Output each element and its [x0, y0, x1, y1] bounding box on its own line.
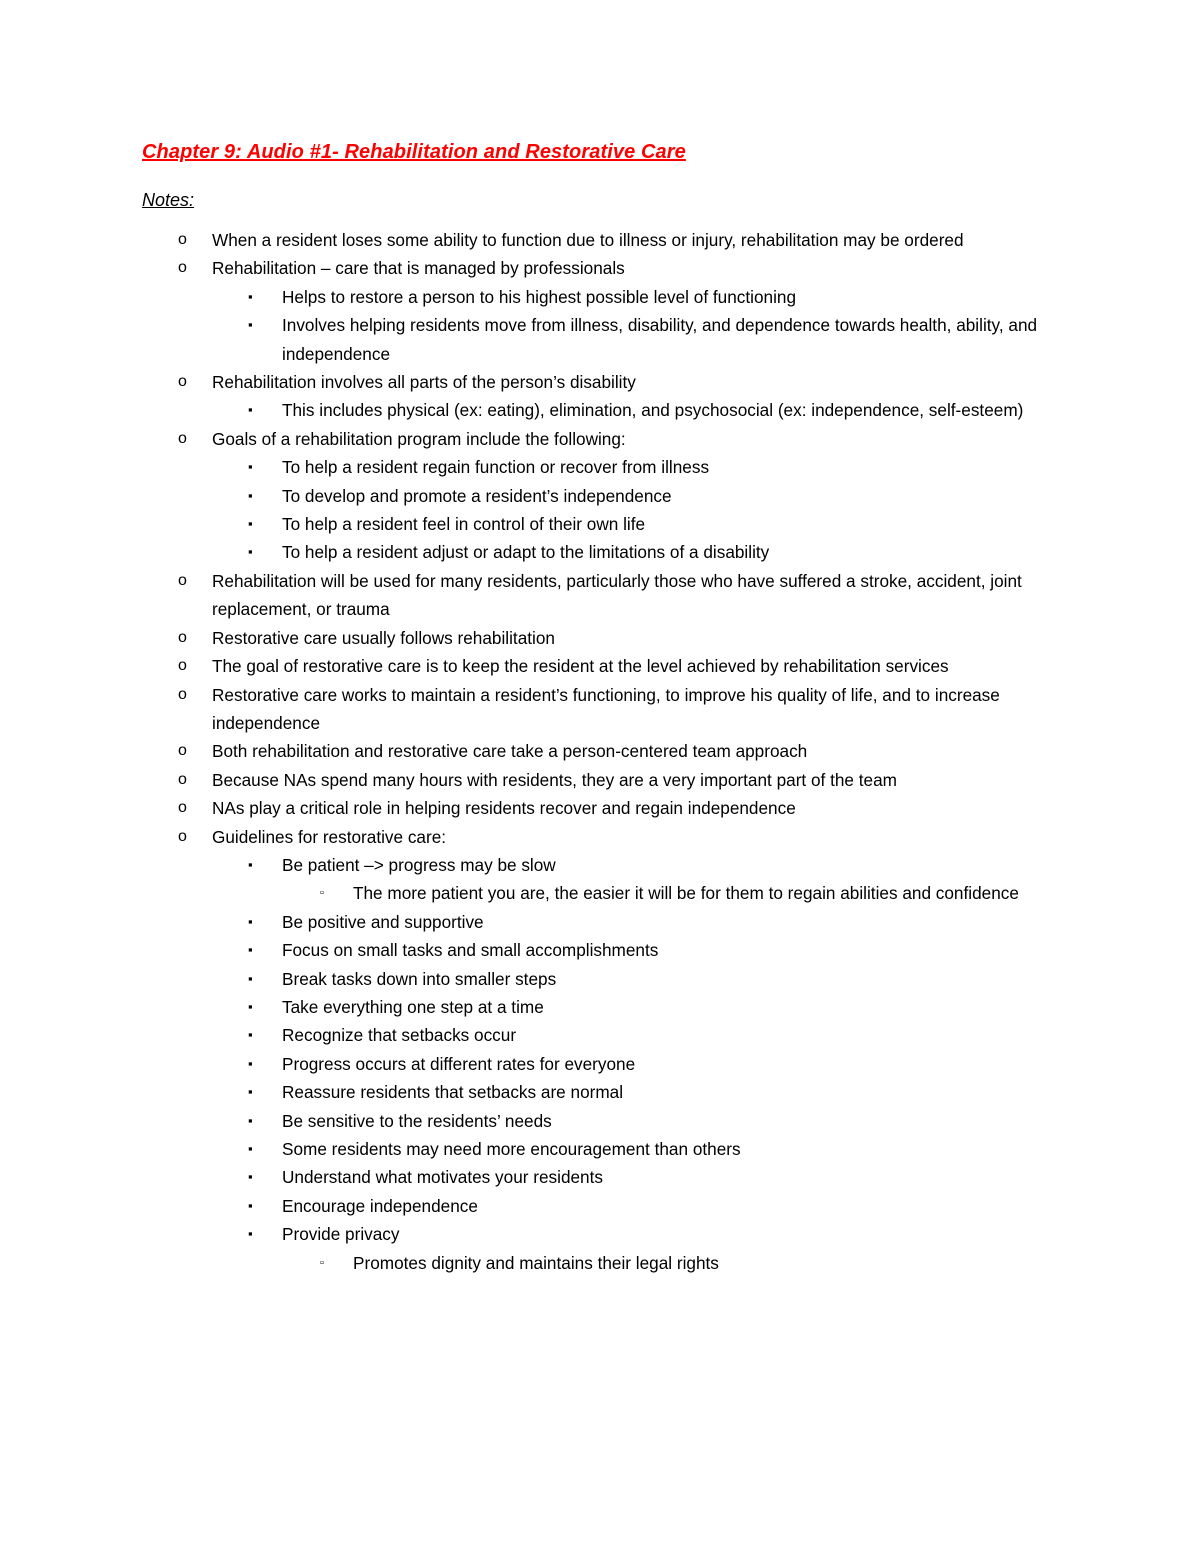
bullet-level-2-icon: ▪: [248, 1027, 253, 1043]
bullet-level-2-icon: ▪: [248, 516, 253, 532]
notes-item-text: To help a resident adjust or adapt to the limitations of a disability: [282, 542, 770, 563]
notes-item-level-2: [0, 1163, 1200, 1191]
notes-item-level-3: [0, 879, 1200, 907]
bullet-level-1-icon: o: [178, 628, 187, 646]
bullet-level-3-icon: ▫: [320, 1256, 324, 1269]
notes-item-level-1: [0, 794, 1200, 822]
bullet-level-1-icon: o: [178, 231, 187, 248]
notes-item-level-1: [0, 425, 1200, 453]
bullet-level-2-icon: ▪: [248, 1055, 253, 1071]
notes-item-level-2: [0, 453, 1200, 481]
notes-item-text: When a resident loses some ability to function due to illness or injury, rehabilitation may be ordered: [212, 230, 964, 250]
notes-item-text: Rehabilitation – care that is managed by professionals: [212, 258, 625, 279]
bullet-level-1-icon: o: [178, 259, 187, 277]
notes-item-text: Because NAs spend many hours with residents, they are a very important part of the team: [212, 769, 897, 790]
notes-item-level-1: [0, 766, 1200, 794]
notes-item-level-2: [0, 1107, 1200, 1135]
notes-label: Notes:: [142, 190, 195, 210]
notes-item-text: Involves helping residents move from illness, disability, and dependence towards health, ability, and independence: [282, 315, 1038, 364]
bullet-level-2-icon: ▪: [248, 402, 253, 418]
notes-item-text: Promotes dignity and maintains their legal rights: [353, 1252, 719, 1273]
bullet-level-1-icon: o: [178, 770, 187, 788]
notes-item-level-2: [0, 538, 1200, 566]
bullet-level-1-icon: o: [178, 373, 187, 391]
notes-item-text: Restorative care usually follows rehabilitation: [212, 627, 555, 648]
notes-item-level-2: [0, 993, 1200, 1021]
notes-item-text: Rehabilitation involves all parts of the person’s disability: [212, 372, 636, 393]
notes-item-level-1: [0, 226, 1200, 254]
bullet-level-1-icon: o: [178, 799, 187, 817]
bullet-level-1-icon: o: [178, 742, 187, 760]
bullet-level-1-icon: o: [178, 571, 187, 589]
bullet-level-1-icon: o: [178, 827, 187, 845]
bullet-level-3-icon: ▫: [320, 887, 324, 900]
notes-item-text: Break tasks down into smaller steps: [282, 968, 557, 989]
notes-item-level-1: [0, 737, 1200, 765]
notes-item-text: Goals of a rehabilitation program include the following:: [212, 428, 626, 449]
notes-item-level-2: [0, 482, 1200, 510]
bullet-level-2-icon: ▪: [248, 1197, 253, 1213]
bullet-level-2-icon: ▪: [248, 942, 253, 958]
bullet-level-2-icon: ▪: [248, 1226, 253, 1242]
notes-item-text: Provide privacy: [282, 1224, 400, 1245]
notes-item-level-2: [0, 1078, 1200, 1106]
bullet-level-1-icon: o: [178, 657, 187, 675]
notes-item-level-2: [0, 510, 1200, 538]
notes-item-text: Some residents may need more encouragement than others: [282, 1139, 741, 1159]
notes-item-level-2: [0, 396, 1200, 424]
notes-item-text: Be sensitive to the residents’ needs: [282, 1110, 552, 1131]
notes-item-level-1: [0, 823, 1200, 851]
bullet-level-2-icon: ▪: [248, 317, 253, 333]
notes-item-level-2: [0, 908, 1200, 936]
notes-item-level-2: [0, 965, 1200, 993]
notes-item-text: This includes physical (ex: eating), elimination, and psychosocial (ex: independence, self-esteem): [282, 400, 1024, 421]
bullet-level-2-icon: ▪: [248, 459, 253, 475]
bullet-level-2-icon: ▪: [248, 288, 253, 304]
notes-item-text: To help a resident regain function or recover from illness: [282, 457, 710, 478]
notes-item-level-2: [0, 311, 1200, 368]
notes-item-text: Progress occurs at different rates for everyone: [282, 1053, 636, 1074]
notes-item-text: The goal of restorative care is to keep the resident at the level achieved by rehabilitation services: [212, 656, 949, 677]
notes-item-text: Focus on small tasks and small accomplishments: [282, 940, 659, 961]
notes-item-level-1: [0, 254, 1200, 282]
notes-item-level-2: [0, 1021, 1200, 1049]
notes-item-text: Rehabilitation will be used for many residents, particularly those who have suffered a stroke, accident, joint replacement, or trauma: [212, 570, 1022, 620]
notes-item-text: Guidelines for restorative care:: [212, 826, 447, 847]
bullet-level-1-icon: o: [178, 429, 187, 447]
notes-item-text: To develop and promote a resident’s independence: [282, 485, 672, 506]
notes-item-text: Be positive and supportive: [282, 911, 484, 932]
notes-item-level-1: [0, 567, 1200, 624]
notes-item-text: Restorative care works to maintain a resident’s functioning, to improve his quality of life, and to increase independence: [212, 684, 1000, 733]
bullet-level-2-icon: ▪: [248, 856, 253, 872]
notes-item-text: Recognize that setbacks occur: [282, 1025, 517, 1046]
bullet-level-2-icon: ▪: [248, 1169, 253, 1185]
notes-item-text: To help a resident feel in control of their own life: [282, 514, 646, 535]
notes-item-level-2: [0, 1220, 1200, 1248]
notes-item-text: The more patient you are, the easier it will be for them to regain abilities and confidence: [353, 883, 1019, 904]
notes-item-text: NAs play a critical role in helping residents recover and regain independence: [212, 798, 796, 819]
notes-item-level-2: [0, 1135, 1200, 1163]
notes-item-level-2: [0, 283, 1200, 311]
bullet-level-2-icon: ▪: [248, 913, 253, 929]
notes-item-level-2: [0, 851, 1200, 879]
bullet-level-2-icon: ▪: [248, 487, 253, 503]
notes-item-level-2: [0, 1050, 1200, 1078]
bullet-level-2-icon: ▪: [248, 544, 253, 560]
notes-item-text: Reassure residents that setbacks are normal: [282, 1082, 624, 1103]
document-title: Chapter 9: Audio #1- Rehabilitation and Restorative Care: [142, 141, 686, 163]
bullet-level-1-icon: o: [178, 685, 187, 703]
bullet-level-2-icon: ▪: [248, 970, 253, 986]
notes-item-text: Understand what motivates your residents: [282, 1167, 603, 1188]
notes-item-level-2: [0, 936, 1200, 964]
bullet-level-2-icon: ▪: [248, 1112, 253, 1128]
notes-item-text: Encourage independence: [282, 1195, 478, 1216]
notes-item-text: Be patient –> progress may be slow: [282, 854, 556, 875]
notes-item-level-2: [0, 1192, 1200, 1220]
notes-item-text: Take everything one step at a time: [282, 996, 544, 1017]
notes-list: [0, 226, 1200, 1277]
notes-item-level-1: [0, 624, 1200, 652]
bullet-level-2-icon: ▪: [248, 998, 253, 1014]
notes-item-level-1: [0, 681, 1200, 738]
notes-item-text: Helps to restore a person to his highest possible level of functioning: [282, 286, 797, 307]
notes-item-level-1: [0, 652, 1200, 680]
notes-item-level-3: [0, 1249, 1200, 1277]
notes-item-text: Both rehabilitation and restorative care take a person-centered team approach: [212, 741, 808, 762]
bullet-level-2-icon: ▪: [248, 1141, 253, 1156]
notes-item-level-1: [0, 368, 1200, 396]
bullet-level-2-icon: ▪: [248, 1084, 253, 1100]
